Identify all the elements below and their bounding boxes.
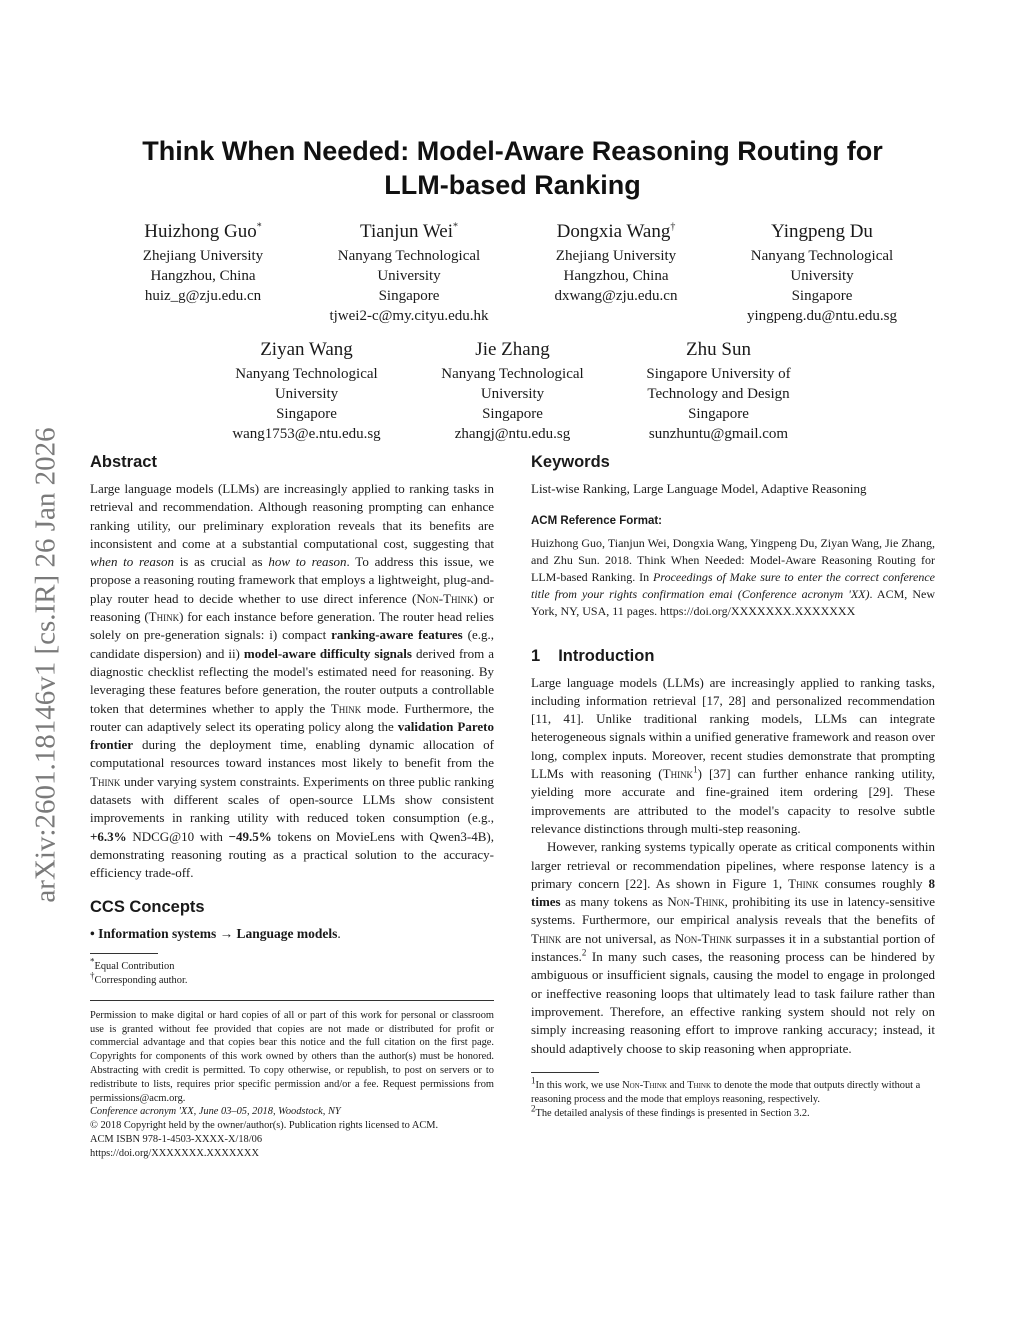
author-location: Hangzhou, China bbox=[563, 268, 669, 284]
title-line-2: LLM-based Ranking bbox=[384, 170, 641, 200]
author-affiliation-cont: Technology and Design bbox=[647, 386, 790, 402]
copyright-line: © 2018 Copyright held by the owner/author(s). Publication rights licensed to ACM. bbox=[90, 1120, 439, 1132]
paper-title bbox=[90, 134, 935, 202]
author-affiliation: Nanyang Technological bbox=[750, 248, 894, 264]
author-affiliation-cont: University bbox=[790, 268, 854, 284]
author-block bbox=[717, 220, 927, 326]
author-name: Huizhong Guo* bbox=[144, 221, 262, 242]
abstract-heading: Abstract bbox=[90, 453, 157, 471]
author-location: Hangzhou, China bbox=[150, 268, 256, 284]
doi-line: https://doi.org/XXXXXXX.XXXXXXX bbox=[90, 1147, 259, 1159]
author-location: Singapore bbox=[276, 406, 337, 422]
author-affiliation-cont: University bbox=[274, 386, 339, 402]
author-affiliation: Zhejiang University bbox=[555, 248, 677, 264]
footnote-rule bbox=[90, 953, 158, 954]
author-email: huiz_g@zju.edu.cn bbox=[144, 288, 262, 304]
author-email: sunzhuntu@gmail.com bbox=[648, 426, 789, 442]
introduction-heading: 1 Introduction bbox=[531, 646, 655, 665]
author-name: Dongxia Wang† bbox=[556, 221, 676, 242]
author-affiliation: Singapore University of bbox=[646, 366, 791, 382]
author-name: Jie Zhang bbox=[475, 339, 550, 360]
permission-rule bbox=[90, 1000, 494, 1001]
author-name: Yingpeng Du bbox=[771, 221, 873, 242]
left-column bbox=[90, 452, 494, 1161]
author-block bbox=[621, 338, 816, 444]
author-affiliation: Zhejiang University bbox=[142, 248, 264, 264]
author-affiliation: Nanyang Technological bbox=[235, 366, 378, 382]
footnote-corresponding-author: †Corresponding author. bbox=[90, 970, 188, 986]
acm-reference-heading: ACM Reference Format: bbox=[531, 515, 662, 528]
author-location: Singapore bbox=[791, 288, 853, 304]
author-location: Singapore bbox=[482, 406, 543, 422]
author-location: Singapore bbox=[378, 288, 440, 304]
footnote-equal-contribution: *Equal Contribution bbox=[90, 956, 175, 972]
author-affiliation-cont: University bbox=[377, 268, 441, 284]
footnote-1: $^1$In this work, we use Non-Think and Think to denote the mode that outputs directly without a reasoning process and the mode that employs reasoning, respectively. bbox=[531, 1075, 921, 1105]
keywords-text: List-wise Ranking, Large Language Model, Adaptive Reasoning bbox=[531, 481, 867, 496]
author-block bbox=[304, 220, 514, 326]
permission-text: Permission to make digital or hard copies of all or part of this work for personal or classroom use is granted without fee provided that copies are not made or distributed for profit or commercial advantage and that copies bear this notice and the full citation on the first page. Copyrights for components of this work owned by others than the author(s) must be honored. Abstracting with credit is permitted. To copy otherwise, or republish, to post on servers or to redistribute to lists, requires prior specific permission and/or a fee. Request permissions from permissions@acm.org. bbox=[90, 1009, 494, 1104]
author-block bbox=[108, 220, 298, 306]
right-column bbox=[531, 452, 935, 1121]
author-affiliation: Nanyang Technological bbox=[441, 366, 584, 382]
author-affiliation: Nanyang Technological bbox=[337, 248, 481, 264]
author-name: Ziyan Wang bbox=[260, 339, 353, 360]
author-email: wang1753@e.ntu.edu.sg bbox=[232, 426, 381, 442]
author-name: Zhu Sun bbox=[686, 339, 751, 360]
intro-paragraph-1: Large language models (LLMs) are increasingly applied to ranking tasks, including information retrieval [17, 28] and personalized recommendation [11, 41]. Unlike traditional ranking models, LLMs can integrate heterogeneous signals within a unified generative framework and reason over long, complex inputs. Moreover, recent studies demonstrate that prompting LLMs with reasoning (Think$^1$) [37] can further enhance ranking utility, yielding more accurate and fine-grained item ordering [29]. These improvements are attributed to the model's capacity to resolve subtle relevance distinctions through multi-step reasoning. bbox=[531, 674, 935, 836]
footnote-rule bbox=[531, 1072, 599, 1073]
acm-reference-text: Huizhong Guo, Tianjun Wei, Dongxia Wang, Yingpeng Du, Ziyan Wang, Jie Zhang, and Zhu Sun. 2018. Think When Needed: Model-Aware Reasoning Routing for LLM-based Ranking. In Proceedings of Make sure to enter the correct conference title from your rights confirmation emai (Conference acronym 'XX). ACM, New York, NY, USA, 11 pages. https://doi.org/XXXXXXX.XXXXXXX bbox=[531, 535, 935, 618]
author-block bbox=[415, 338, 610, 444]
author-email: dxwang@zju.edu.cn bbox=[554, 288, 678, 304]
author-name: Tianjun Wei* bbox=[360, 221, 458, 242]
conference-line: Conference acronym 'XX, June 03–05, 2018, Woodstock, NY bbox=[90, 1106, 341, 1118]
isbn-line: ACM ISBN 978-1-4503-XXXX-X/18/06 bbox=[90, 1134, 263, 1145]
author-email: yingpeng.du@ntu.edu.sg bbox=[746, 308, 898, 324]
footnote-2: $^2$The detailed analysis of these findings is presented in Section 3.2. bbox=[531, 1103, 810, 1119]
author-location: Singapore bbox=[688, 406, 749, 422]
author-block bbox=[209, 338, 404, 444]
ccs-concepts: • Information systems → Language models. bbox=[90, 925, 341, 941]
ccs-heading: CCS Concepts bbox=[90, 897, 205, 916]
abstract-text: Large language models (LLMs) are increasingly applied to ranking tasks in retrieval and recommendation. Although reasoning prompting can enhance ranking utility, our preliminary exploration reveals that its benefits are inconsistent and come at a substantial computational cost, suggesting that when to reason is as crucial as how to reason. To address this issue, we propose a reasoning routing framework that employs a lightweight, plug-and-play router head to decide whether to use direct inference (Non-Think) or reasoning (Think) for each instance before generation. The router head relies solely on pre-generation signals: i) compact ranking-aware features (e.g., candidate dispersion) and ii) model-aware difficulty signals derived from a diagnostic checklist reflecting the model's estimated need for reasoning. By leveraging these features before generation, the router outputs a controllable token that determines whether to apply the Think mode. Furthermore, the router can adaptively select its operating policy along the validation Pareto frontier during the deployment time, enabling dynamic allocation of computational resources toward instances most likely to benefit from the Think under varying system constraints. Experiments on three public ranking datasets with different scales of open-source LLMs show consistent improvements in ranking utility with reduced token consumption (e.g., +6.3% NDCG@10 with −49.5% tokens on MovieLens with Qwen3-4B), demonstrating reasoning routing as a practical solution to the accuracy-efficiency trade-off. bbox=[90, 481, 495, 881]
arxiv-id: arXiv:2601.18146v1 [cs.IR] 26 Jan 2026 bbox=[29, 427, 62, 903]
author-email: zhangj@ntu.edu.sg bbox=[454, 426, 571, 442]
arxiv-stamp bbox=[26, 380, 66, 950]
author-email: tjwei2-c@my.cityu.edu.hk bbox=[329, 308, 489, 324]
title-line-1: Think When Needed: Model-Aware Reasoning Routing for bbox=[142, 136, 883, 166]
intro-paragraph-2: However, ranking systems typically operate as critical components within larger retrieval or recommendation pipelines, where response latency is a primary concern [22]. As shown in Figure 1, Think consumes roughly 8 times as many tokens as Non-Think, prohibiting its use in latency-sensitive systems. Furthermore, our empirical analysis reveals that the benefits of Think are not universal, as Non-Think surpasses it in a substantial portion of instances.$^2$ In many such cases, the reasoning process can be hindered by ambiguous or insufficient signals, causing the model to engage in prolonged or ineffective reasoning loops that ultimately lead to task failure rather than improvement. Therefore, an effective ranking system should not rely on simply increasing reasoning effort to improve ranking accuracy; instead, it should adaptively choose to skip reasoning when appropriate. bbox=[531, 839, 936, 1056]
author-block bbox=[521, 220, 711, 306]
author-affiliation-cont: University bbox=[480, 386, 545, 402]
keywords-heading: Keywords bbox=[531, 453, 610, 471]
